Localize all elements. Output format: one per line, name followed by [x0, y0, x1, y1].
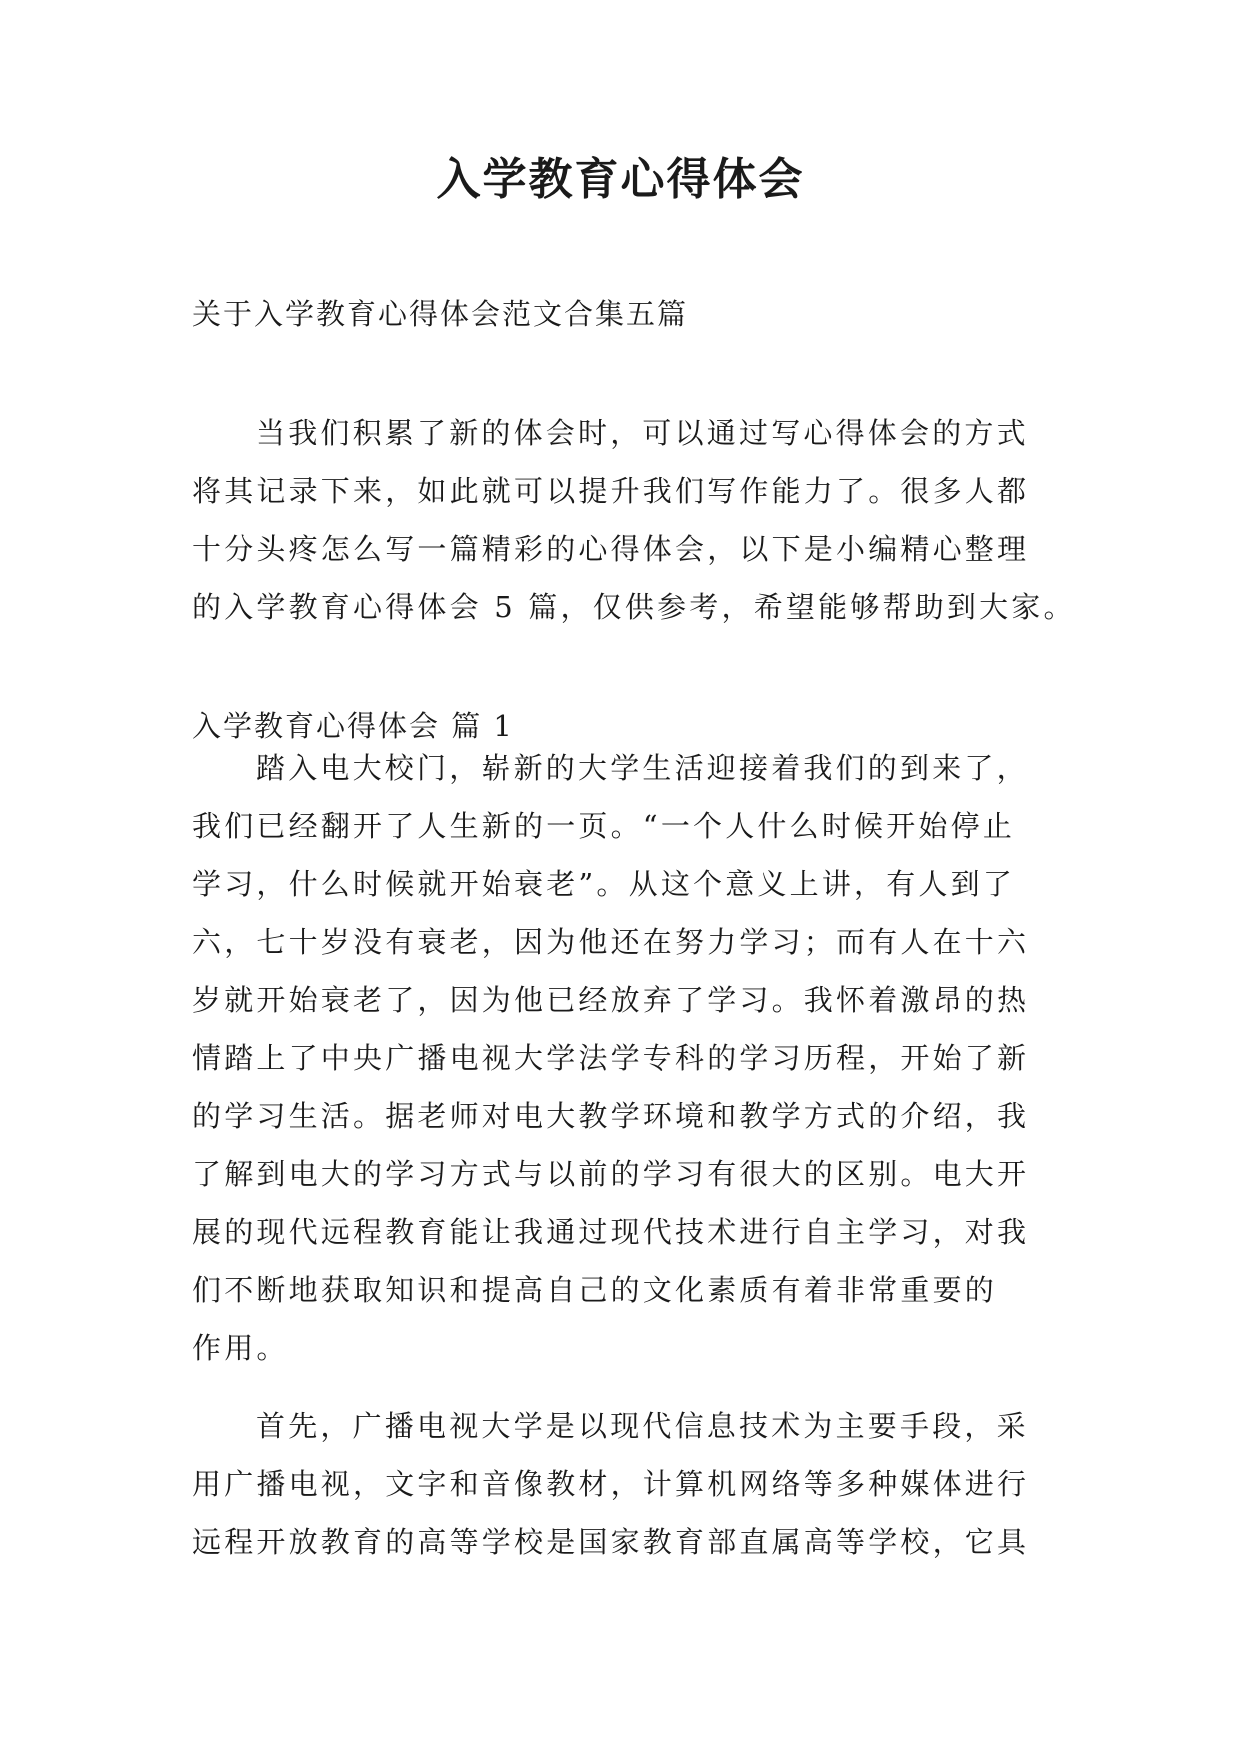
- body-line: 们不断地获取知识和提高自己的文化素质有着非常重要的: [192, 1273, 998, 1307]
- body-paragraph-2: [192, 1397, 1062, 1571]
- intro-line: 将其记录下来，如此就可以提升我们写作能力了。很多人都: [192, 474, 1030, 508]
- body-line: 的学习生活。据老师对电大教学环境和教学方式的介绍，我: [192, 1099, 1030, 1133]
- intro-paragraph: [192, 404, 1076, 636]
- intro-line: 当我们积累了新的体会时，可以通过写心得体会的方式: [256, 416, 1029, 450]
- body-line: 用广播电视，文字和音像教材，计算机网络等多种媒体进行: [192, 1467, 1030, 1501]
- body-line: 远程开放教育的高等学校是国家教育部直属高等学校，它具: [192, 1525, 1030, 1559]
- body-line: 展的现代远程教育能让我通过现代技术进行自主学习，对我: [192, 1215, 1030, 1249]
- body-line: 我们已经翻开了人生新的一页。“一个人什么时候开始停止: [192, 809, 1016, 843]
- body-line: 情踏上了中央广播电视大学法学专科的学习历程，开始了新: [192, 1041, 1030, 1075]
- body-line: 岁就开始衰老了，因为他已经放弃了学习。我怀着激昂的热: [192, 983, 1030, 1017]
- section-heading: 入学教育心得体会 篇 1: [192, 709, 514, 743]
- intro-line: 的入学教育心得体会 5 篇，仅供参考，希望能够帮助到大家。: [192, 590, 1076, 624]
- document-subtitle: 关于入学教育心得体会范文合集五篇: [192, 297, 689, 331]
- body-line: 六，七十岁没有衰老，因为他还在努力学习；而有人在十六: [192, 925, 1030, 959]
- intro-line: 十分头疼怎么写一篇精彩的心得体会，以下是小编精心整理: [192, 532, 1030, 566]
- body-line: 学习，什么时候就开始衰老”。从这个意义上讲，有人到了: [192, 867, 1016, 901]
- body-line: 作用。: [192, 1331, 289, 1365]
- body-line: 踏入电大校门，崭新的大学生活迎接着我们的到来了，: [256, 751, 1029, 785]
- body-line: 首先，广播电视大学是以现代信息技术为主要手段，采: [256, 1409, 1029, 1443]
- body-paragraph-1: [192, 739, 1062, 1377]
- document-title: 入学教育心得体会: [436, 154, 805, 205]
- body-line: 了解到电大的学习方式与以前的学习有很大的区别。电大开: [192, 1157, 1030, 1191]
